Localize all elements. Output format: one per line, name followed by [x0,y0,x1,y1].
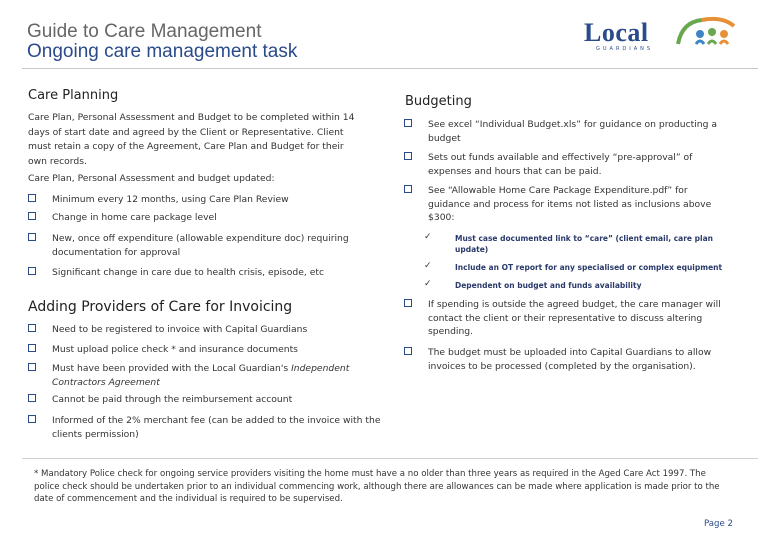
care-planning-update-intro: Care Plan, Personal Assessment and budget updated: [28,173,275,184]
care-planning-paragraph: Care Plan, Personal Assessment and Budget to be completed within 14 days of start date and agreed by the Client or Representative. Client must retain a copy of the Agreement, Care Plan and Budget for their own records. [28,112,355,167]
list-item: Change in home care package level [28,211,372,225]
logo-text: Local [584,18,649,47]
sub-list-item: ✓ Must case documented link to “care” (client email, care plan update) [424,232,713,254]
local-guardians-logo [584,14,764,56]
checkbox-bullet-icon [404,299,412,307]
care-planning-heading: Care Planning [28,88,119,103]
checkbox-bullet-icon [404,185,412,193]
list-item: Informed of the 2% merchant fee (can be added to the invoice with the clients permission) [28,414,397,441]
list-item: If spending is outside the agreed budget, the care manager will contact the client or their representative to discuss altering spending. [404,298,733,339]
budgeting-heading: Budgeting [405,94,472,109]
list-item: The budget must be uploaded into Capital Guardians to allow invoices to be processed (completed by the organisation). [404,346,723,373]
checkmark-icon: ✓ [424,261,432,271]
list-item: See “Allowable Home Care Package Expenditure.pdf” for guidance and process for items not listed as inclusions above $300: [404,184,728,225]
checkmark-icon: ✓ [424,279,432,289]
checkmark-icon: ✓ [424,232,432,242]
checkbox-bullet-icon [28,394,36,402]
sub-list-item: ✓ Include an OT report for any specialised or complex equipment [424,261,723,272]
checkbox-bullet-icon [28,267,36,275]
sub-list-item: ✓ Dependent on budget and funds availability [424,279,642,290]
footnote-divider [22,458,758,459]
page-number: Page 2 [704,519,734,529]
list-item: Need to be registered to invoice with Capital Guardians [28,323,372,337]
checkbox-bullet-icon [28,212,36,220]
checkbox-bullet-icon [28,344,36,352]
checkbox-bullet-icon [404,152,412,160]
logo-subtext: GUARDIANS [596,46,654,52]
list-item: New, once off expenditure (allowable expenditure doc) requiring documentation for approval [28,232,372,259]
list-item: Must have been provided with the Local Guardian's Independent Contractors Agreement [28,362,352,389]
list-item: Minimum every 12 months, using Care Plan Review [28,193,372,207]
footnote: * Mandatory Police check for ongoing service providers visiting the home must have a no older than three years as required in the Aged Care Act 1997. The police check should be undertaken prior to an individual commencing work, although there are allowances can be made where application is made prior to the date of commencement and the individual is required to be supervised. [34,469,720,504]
checkbox-bullet-icon [404,119,412,127]
checkbox-bullet-icon [28,233,36,241]
title-divider [22,68,758,69]
page-title-line2: Ongoing care management task [27,41,298,62]
list-item: Must upload police check * and insurance documents [28,343,372,357]
list-item: Significant change in care due to health crisis, episode, etc [28,266,372,280]
checkbox-bullet-icon [404,347,412,355]
list-item: Cannot be paid through the reimbursement account [28,393,372,407]
page-title-line1: Guide to Care Management [27,21,262,42]
checkbox-bullet-icon [28,363,36,371]
list-item: See excel “Individual Budget.xls” for guidance on producting a budget [404,118,728,145]
list-item: Sets out funds available and effectively “pre-approval” of expenses and hours that can be paid. [404,151,718,178]
adding-providers-heading: Adding Providers of Care for Invoicing [28,299,293,315]
checkbox-bullet-icon [28,415,36,423]
checkbox-bullet-icon [28,194,36,202]
logo-figures-icon [672,14,762,54]
checkbox-bullet-icon [28,324,36,332]
